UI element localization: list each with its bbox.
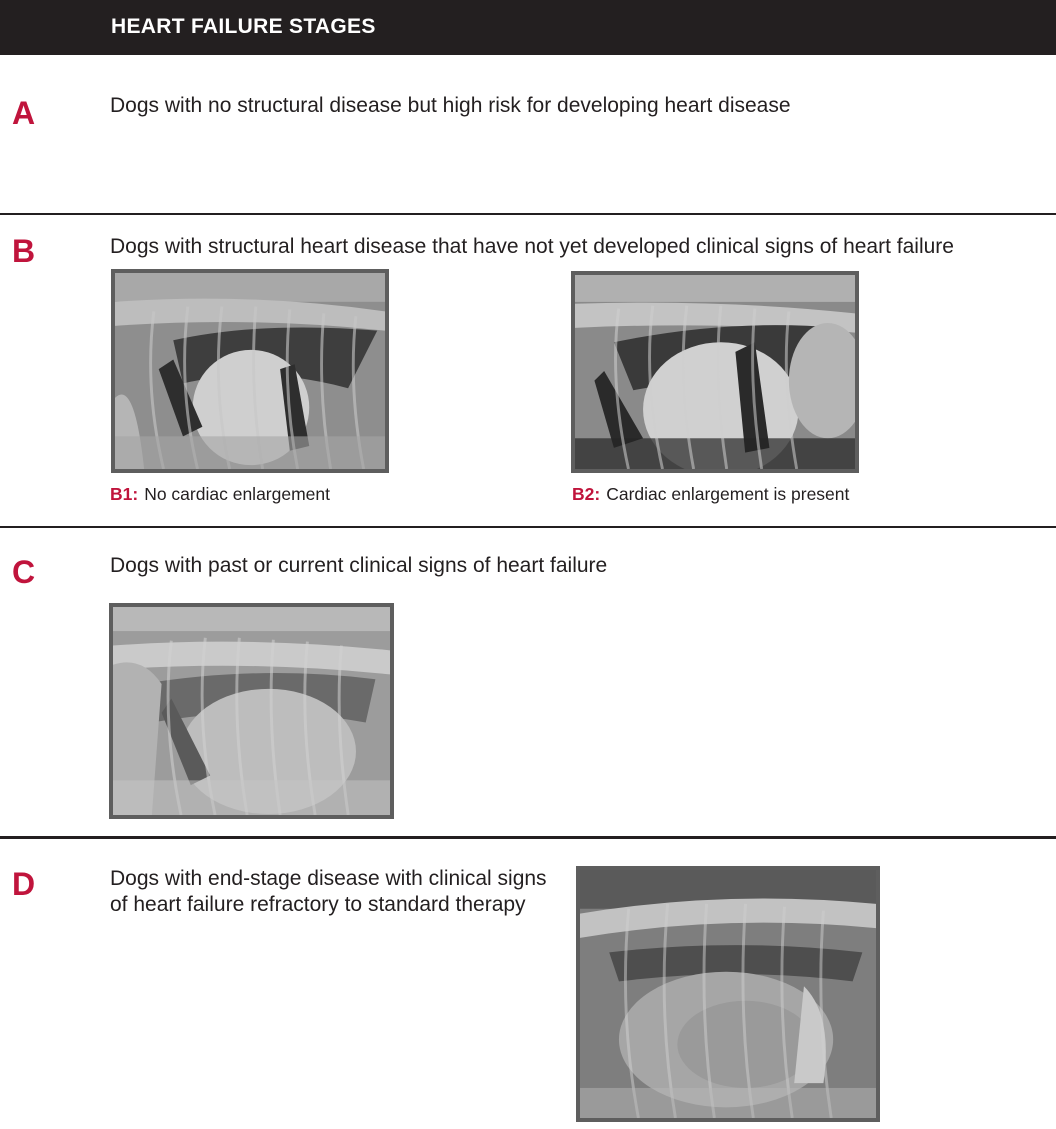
xray-image-b1 bbox=[111, 269, 389, 473]
caption-b1-label: B1: bbox=[110, 484, 139, 504]
stage-c-description: Dogs with past or current clinical signs of heart failure bbox=[110, 554, 608, 577]
divider-b-c bbox=[0, 526, 1056, 528]
xray-image-b2 bbox=[571, 271, 859, 473]
stage-d-description: Dogs with end-stage disease with clinical signs of heart failure refractory to standard therapy bbox=[110, 867, 547, 916]
header-bar bbox=[0, 0, 1056, 55]
stage-a-letter: A bbox=[12, 95, 36, 131]
divider-a-b bbox=[0, 213, 1056, 215]
stage-d-letter: D bbox=[12, 866, 36, 902]
caption-b2 bbox=[572, 484, 849, 505]
caption-b1-text: No cardiac enlargement bbox=[144, 484, 330, 504]
page-title: HEART FAILURE STAGES bbox=[111, 15, 376, 38]
caption-b2-text: Cardiac enlargement is present bbox=[606, 484, 850, 504]
divider-c-d bbox=[0, 836, 1056, 839]
stage-b-letter: B bbox=[12, 233, 36, 269]
stage-b-description: Dogs with structural heart disease that have not yet developed clinical signs of heart failure bbox=[110, 235, 954, 258]
xray-image-d bbox=[576, 866, 880, 1122]
caption-b1 bbox=[110, 484, 330, 505]
caption-b2-label: B2: bbox=[572, 484, 601, 504]
stage-c-letter: C bbox=[12, 554, 36, 590]
stage-a-description: Dogs with no structural disease but high risk for developing heart disease bbox=[110, 94, 791, 117]
xray-image-c bbox=[109, 603, 394, 819]
